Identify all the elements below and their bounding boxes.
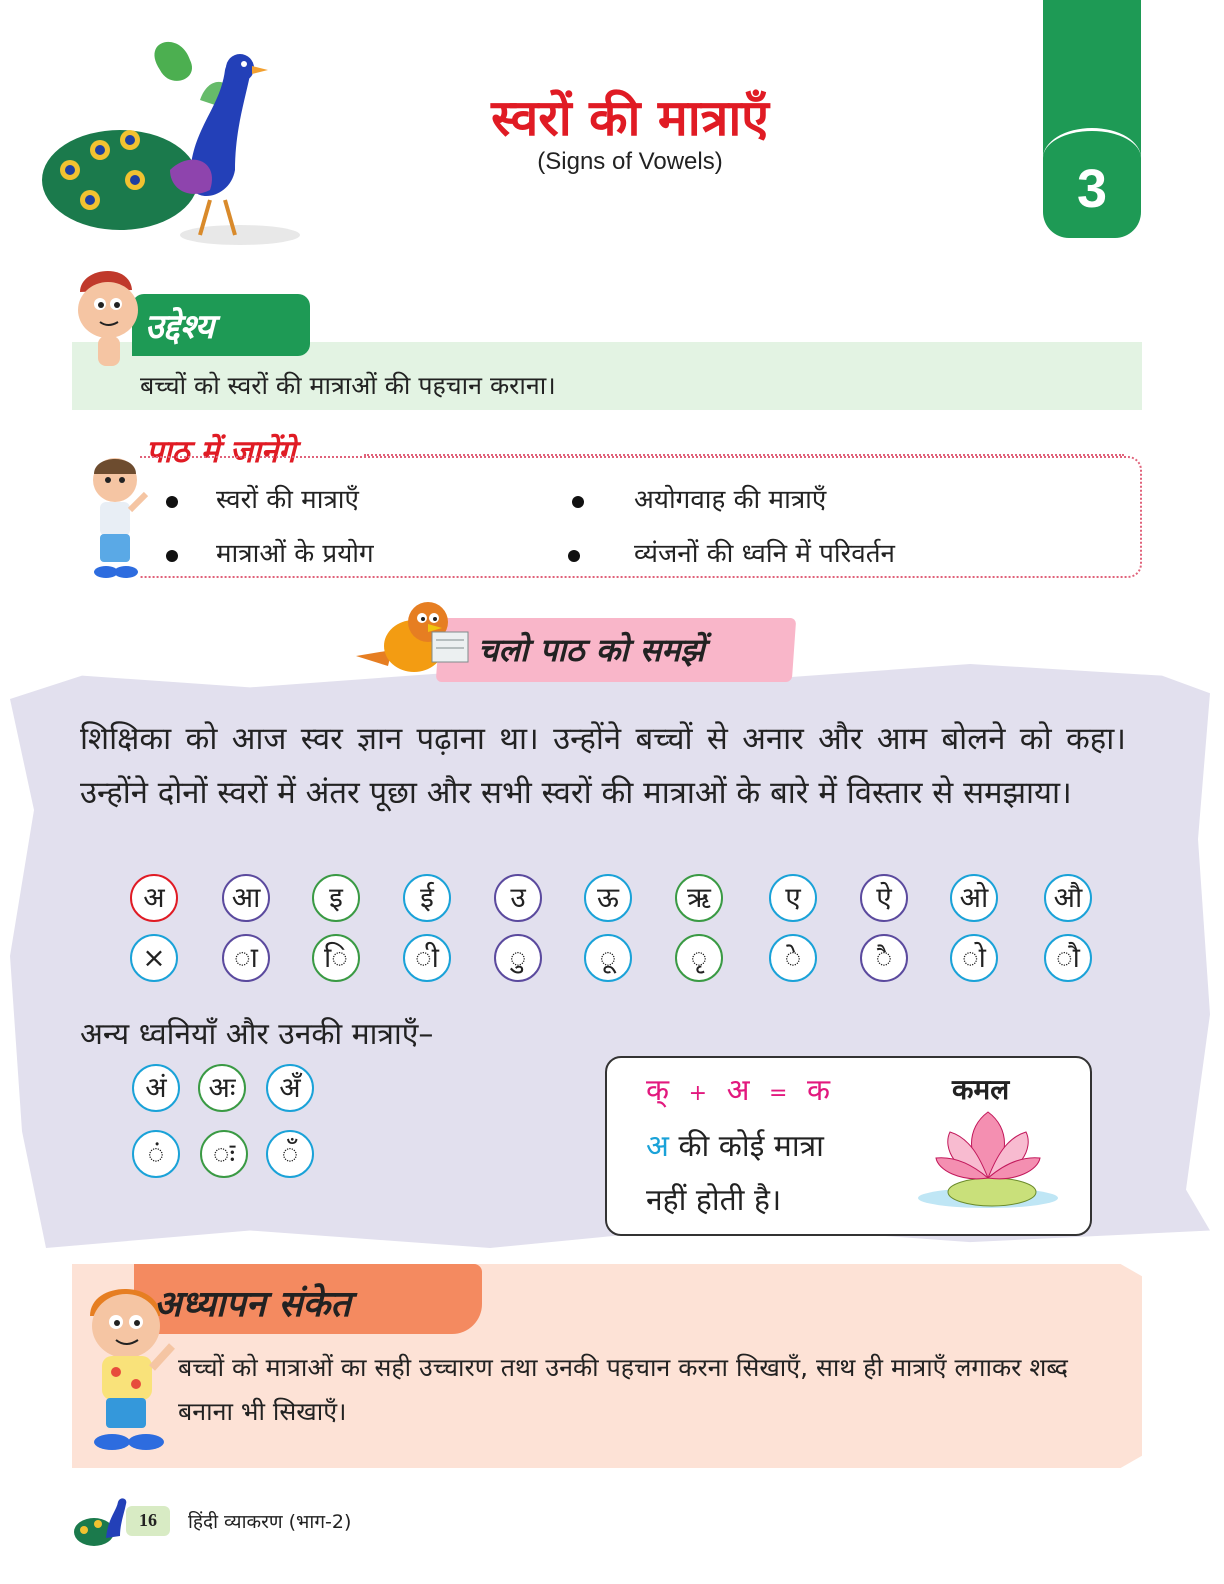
teaching-tips-label: अध्यापन संकेत — [154, 1284, 351, 1325]
vowel-sign: × — [130, 934, 178, 982]
vowel-sign: ो — [950, 934, 998, 982]
footer-peacock-icon — [72, 1494, 132, 1550]
objective-text: बच्चों को स्वरों की मात्राओं की पहचान कराना। — [140, 371, 556, 400]
vowel-sign: ा — [222, 934, 270, 982]
vowel-letter: आ — [222, 874, 270, 922]
teaching-tips-text: बच्चों को मात्राओं का सही उच्चारण तथा उनकी पहचान करना सिखाएँ, साथ ही मात्राएँ लगाकर शब्द बनाना भी सिखाएँ। — [178, 1353, 1068, 1426]
other-sign: ं — [132, 1130, 180, 1178]
vowel-letter: इ — [312, 874, 360, 922]
chapter-number: 3 — [1076, 159, 1108, 219]
note-text: की कोई मात्रा — [668, 1129, 824, 1164]
lotus-illustration — [916, 1108, 1060, 1218]
boy-peeking-illustration — [70, 262, 150, 372]
other-sign: ँ — [266, 1130, 314, 1178]
vowel-sign: ै — [860, 934, 908, 982]
vowel-sign: ि — [312, 934, 360, 982]
vowel-sign: ौ — [1044, 934, 1092, 982]
other-sounds-heading: अन्य ध्वनियाँ और उनकी मात्राएँ– — [80, 1017, 434, 1052]
learn-label: पाठ में जानेंगे — [146, 434, 296, 470]
vowel-letter: अ — [130, 874, 178, 922]
vowel-letter: ए — [769, 874, 817, 922]
equation-plus: + — [688, 1081, 708, 1106]
info-note-line2: नहीं होती है। — [646, 1183, 782, 1218]
chapter-number-tab — [1043, 0, 1141, 238]
vowel-letter: ओ — [950, 874, 998, 922]
vowel-sign: ृ — [675, 934, 723, 982]
vowel-letter: ऊ — [584, 874, 632, 922]
learn-point: मात्राओं के प्रयोग — [216, 539, 374, 569]
vowel-sign: ी — [403, 934, 451, 982]
lesson-paragraph: शिक्षिका को आज स्वर ज्ञान पढ़ाना था। उन्होंने बच्चों से अनार और आम बोलने को कहा। उन्होंने दोनों स्वरों में अंतर पूछा और सभी स्वरों की मात्राओं के बारे में विस्तार से समझाया। — [80, 721, 1126, 811]
note-vowel: अ — [646, 1129, 669, 1164]
peacock-illustration — [40, 30, 300, 250]
equation-consonant: क् — [646, 1073, 670, 1108]
bullet-icon — [166, 550, 178, 562]
lotus-label: कमल — [952, 1073, 1010, 1106]
vowel-sign: ू — [584, 934, 632, 982]
vowel-letter: ऋ — [675, 874, 723, 922]
understand-label: चलो पाठ को समझें — [478, 631, 705, 669]
equation-vowel: अ — [726, 1073, 750, 1108]
other-letter: अँ — [266, 1064, 314, 1112]
other-letter: अं — [132, 1064, 180, 1112]
vowel-letter: ऐ — [860, 874, 908, 922]
bullet-icon — [572, 496, 584, 508]
book-title: हिंदी व्याकरण (भाग-2) — [188, 1511, 352, 1533]
learn-point: व्यंजनों की ध्वनि में परिवर्तन — [634, 539, 895, 569]
page-title: स्वरों की मात्राएँ — [491, 89, 769, 147]
bird-reading-illustration — [352, 596, 472, 682]
learn-point: अयोगवाह की मात्राएँ — [634, 485, 827, 515]
info-note-line1 — [646, 1124, 824, 1165]
letter-equation — [646, 1068, 830, 1109]
bullet-icon — [166, 496, 178, 508]
bullet-icon — [568, 550, 580, 562]
equation-equals: = — [769, 1081, 788, 1106]
vowel-sign: े — [769, 934, 817, 982]
other-letter: अः — [198, 1064, 246, 1112]
page-number: 16 — [139, 1510, 157, 1530]
vowel-sign: ु — [494, 934, 542, 982]
learn-point: स्वरों की मात्राएँ — [216, 485, 359, 515]
vowel-letter: औ — [1044, 874, 1092, 922]
vowel-letter: उ — [494, 874, 542, 922]
other-sign: ः — [200, 1130, 248, 1178]
equation-result: क — [807, 1073, 831, 1108]
page-subtitle: (Signs of Vowels) — [537, 148, 723, 175]
vowel-letter: ई — [403, 874, 451, 922]
objective-label: उद्देश्य — [145, 307, 215, 347]
